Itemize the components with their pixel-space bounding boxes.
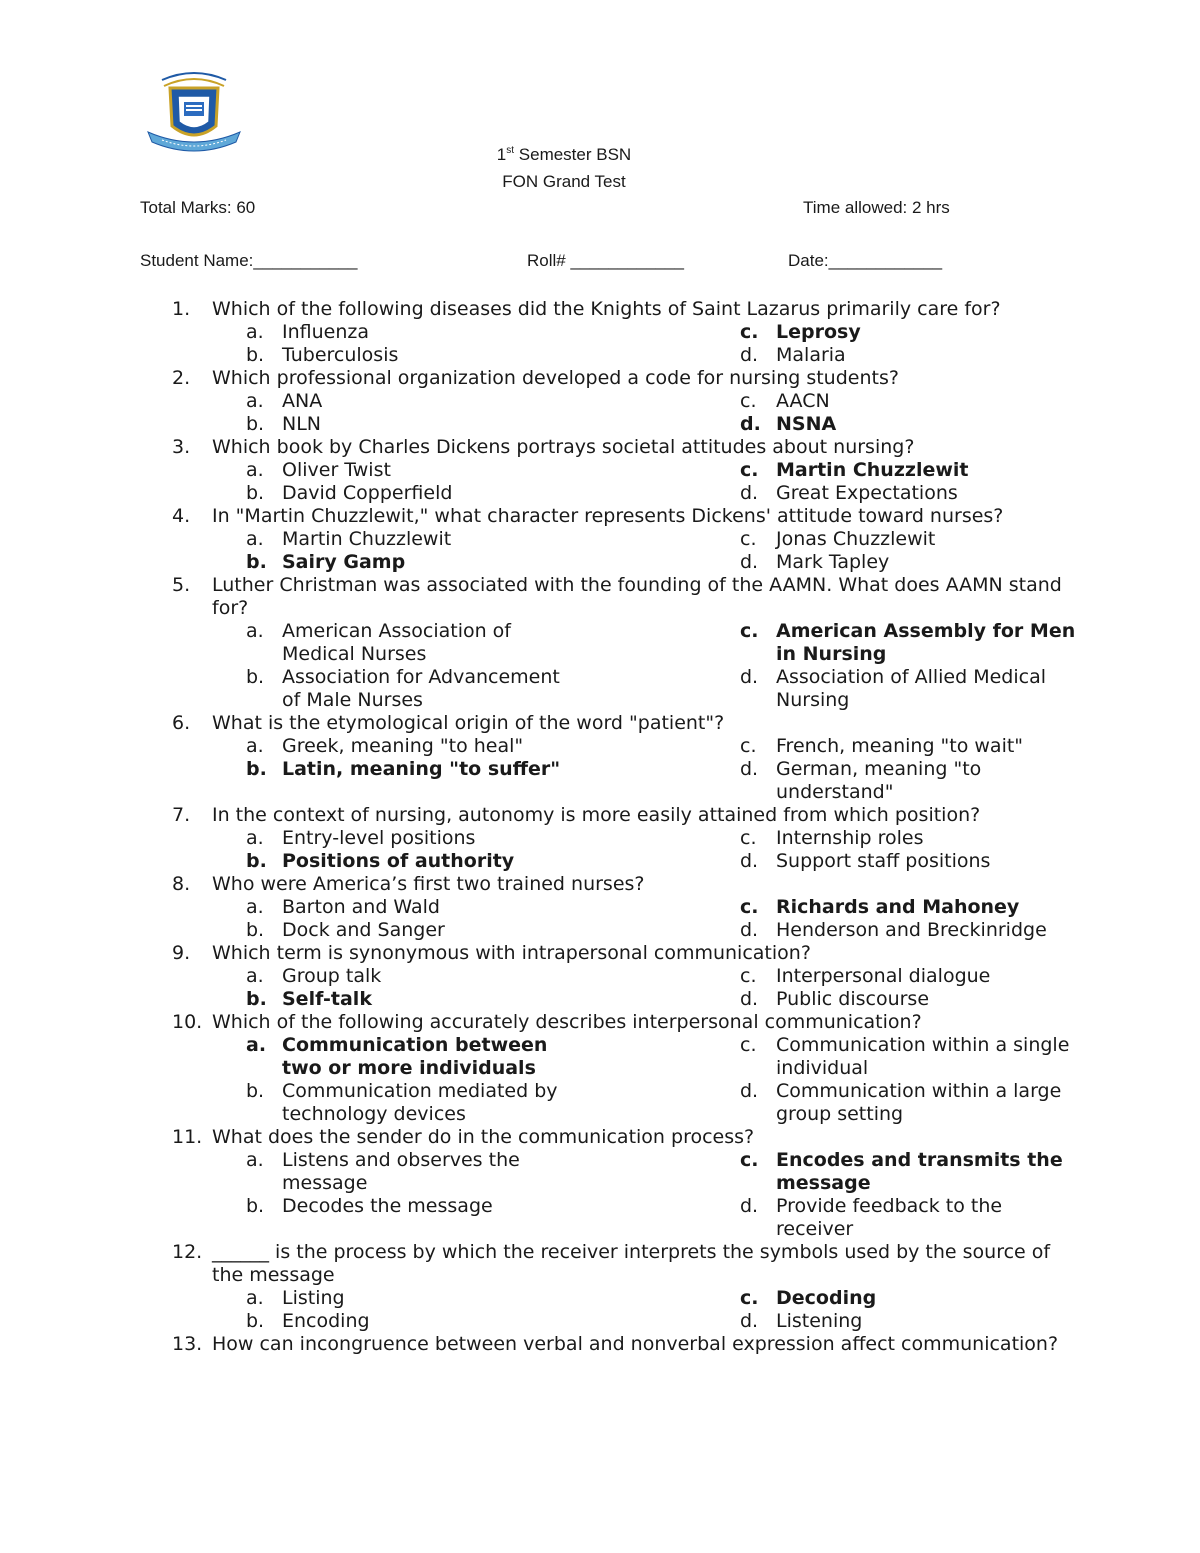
option-letter: a. [246,965,264,987]
answer-option [246,1080,740,1126]
option-grid [246,965,1200,1011]
option-text: Encoding [282,1310,370,1332]
question-number: 3. [172,436,191,458]
question-item [0,574,1200,712]
option-text: Greek, meaning "to heal" [282,735,524,757]
question-item [0,1126,1200,1241]
answer-option [246,965,740,988]
option-letter: c. [740,321,759,343]
question-number: 6. [172,712,191,734]
answer-option [740,1034,1080,1080]
answer-option [246,758,740,804]
option-letter: a. [246,390,264,412]
question-list [0,298,1200,1356]
option-text: American Assembly for Men in Nursing [776,620,1076,665]
answer-option [246,528,740,551]
option-text: American Association of Medical Nurses [282,620,511,665]
answer-option [740,390,1080,413]
question-number: 10. [172,1011,203,1033]
option-letter: d. [740,1080,759,1102]
answer-option [740,1080,1080,1126]
question-text: Who were America’s first two trained nurses? [212,873,645,895]
option-text: Dock and Sanger [282,919,445,941]
option-text: Decoding [776,1287,877,1309]
option-letter: b. [246,344,265,366]
option-text: Listens and observes the message [282,1149,520,1194]
answer-option [740,1310,1080,1333]
option-text: Support staff positions [776,850,991,872]
answer-option [740,735,1080,758]
answer-option [246,551,740,574]
option-text: Henderson and Breckinridge [776,919,1047,941]
option-text: Decodes the message [282,1195,493,1217]
option-text: Malaria [776,344,846,366]
option-letter: c. [740,528,757,550]
option-text: German, meaning "to understand" [776,758,982,803]
option-text: Great Expectations [776,482,958,504]
option-grid [246,735,1200,804]
option-letter: d. [740,919,759,941]
answer-option [246,919,740,942]
question-number: 13. [172,1333,203,1355]
option-letter: b. [246,1195,265,1217]
question-number: 11. [172,1126,203,1148]
answer-option [740,1149,1080,1195]
question-item [0,367,1200,436]
option-letter: b. [246,919,265,941]
answer-option [246,988,740,1011]
answer-option [740,758,1080,804]
answer-option [740,620,1080,666]
option-text: French, meaning "to wait" [776,735,1024,757]
option-letter: d. [740,850,759,872]
question-item [0,1333,1200,1356]
option-grid [246,620,1200,712]
question-text: What is the etymological origin of the word "patient"? [212,712,725,734]
option-letter: a. [246,620,264,642]
test-title: FON Grand Test [502,172,626,191]
question-number: 2. [172,367,191,389]
question-item [0,712,1200,804]
option-grid [246,827,1200,873]
option-text: Entry-level positions [282,827,476,849]
option-text: Encodes and transmits the message [776,1149,1063,1194]
option-letter: a. [246,321,264,343]
option-text: Communication within a large group setting [776,1080,1062,1125]
option-letter: a. [246,1034,267,1056]
option-text: Richards and Mahoney [776,896,1020,918]
question-item [0,942,1200,1011]
option-grid [246,1034,1200,1126]
option-letter: b. [246,666,265,688]
option-letter: b. [246,551,267,573]
answer-option [246,482,740,505]
option-letter: b. [246,988,267,1010]
question-text: In "Martin Chuzzlewit," what character represents Dickens' attitude toward nurses? [212,505,1004,527]
time-allowed: Time allowed: 2 hrs [803,198,950,217]
option-grid [246,321,1200,367]
roll-number-field: Roll# ____________ [527,251,684,270]
answer-option [740,896,1080,919]
question-item [0,298,1200,367]
question-text: Which book by Charles Dickens portrays societal attitudes about nursing? [212,436,915,458]
option-letter: a. [246,896,264,918]
question-text: In the context of nursing, autonomy is more easily attained from which position? [212,804,981,826]
answer-option [246,1310,740,1333]
option-letter: d. [740,482,759,504]
option-text: NLN [282,413,322,435]
option-text: Communication mediated by technology devices [282,1080,558,1125]
option-letter: d. [740,413,761,435]
option-text: Association of Allied Medical Nursing [776,666,1046,711]
question-item [0,505,1200,574]
question-number: 5. [172,574,191,596]
option-text: Provide feedback to the receiver [776,1195,1003,1240]
option-letter: c. [740,965,757,987]
option-letter: d. [740,551,759,573]
option-text: NSNA [776,413,837,435]
option-letter: b. [246,482,265,504]
answer-option [246,459,740,482]
option-letter: c. [740,1287,759,1309]
option-letter: d. [740,344,759,366]
question-text: Luther Christman was associated with the founding of the AAMN. What does AAMN stand for? [212,574,1062,619]
question-item [0,1241,1200,1333]
answer-option [246,1149,740,1195]
question-text: Which of the following diseases did the Knights of Saint Lazarus primarily care for? [212,298,1001,320]
answer-option [246,1195,740,1241]
option-text: Communication between two or more individuals [282,1034,548,1079]
option-text: Leprosy [776,321,861,343]
question-text: What does the sender do in the communication process? [212,1126,755,1148]
question-item [0,1011,1200,1126]
answer-option [740,528,1080,551]
question-number: 12. [172,1241,203,1263]
option-letter: c. [740,390,757,412]
answer-option [246,735,740,758]
answer-option [740,459,1080,482]
option-letter: c. [740,1149,759,1171]
question-number: 1. [172,298,191,320]
option-grid [246,459,1200,505]
answer-option [740,850,1080,873]
date-field: Date:____________ [788,251,943,270]
option-text: Association for Advancement of Male Nurses [282,666,560,711]
question-text: How can incongruence between verbal and nonverbal expression affect communication? [212,1333,1059,1355]
option-letter: a. [246,1149,264,1171]
option-text: Listening [776,1310,863,1332]
option-text: Oliver Twist [282,459,391,481]
option-letter: b. [246,850,267,872]
answer-option [246,413,740,436]
option-text: Group talk [282,965,382,987]
option-grid [246,528,1200,574]
option-text: Mark Tapley [776,551,890,573]
answer-option [246,896,740,919]
answer-option [246,390,740,413]
answer-option [740,321,1080,344]
option-text: Influenza [282,321,370,343]
option-letter: b. [246,413,265,435]
option-text: Latin, meaning "to suffer" [282,758,561,780]
answer-option [246,344,740,367]
option-text: Sairy Gamp [282,551,406,573]
answer-option [246,827,740,850]
answer-option [740,413,1080,436]
question-text: Which term is synonymous with intrapersonal communication? [212,942,811,964]
answer-option [246,1034,740,1080]
answer-option [740,1287,1080,1310]
option-letter: d. [740,666,759,688]
answer-option [740,965,1080,988]
option-grid [246,1287,1200,1333]
answer-option [740,666,1080,712]
option-text: Positions of authority [282,850,515,872]
option-grid [246,896,1200,942]
option-letter: c. [740,620,759,642]
question-number: 9. [172,942,191,964]
option-text: Jonas Chuzzlewit [776,528,936,550]
answer-option [740,1195,1080,1241]
option-letter: a. [246,528,264,550]
question-number: 7. [172,804,191,826]
option-text: Self-talk [282,988,372,1010]
option-letter: a. [246,735,264,757]
semester-heading: 1st Semester BSN [496,145,632,164]
question-number: 8. [172,873,191,895]
question-item [0,436,1200,505]
answer-option [740,482,1080,505]
total-marks: Total Marks: 60 [140,198,256,217]
answer-option [246,321,740,344]
question-number: 4. [172,505,191,527]
option-letter: d. [740,988,759,1010]
option-letter: b. [246,758,267,780]
option-text: Barton and Wald [282,896,440,918]
option-letter: a. [246,827,264,849]
option-letter: c. [740,459,759,481]
option-text: Martin Chuzzlewit [776,459,969,481]
option-text: Interpersonal dialogue [776,965,991,987]
answer-option [246,1287,740,1310]
student-name-field: Student Name:___________ [140,251,358,270]
question-text: ______ is the process by which the receiver interprets the symbols used by the source of the message [212,1241,1051,1286]
option-letter: b. [246,1310,265,1332]
option-text: Communication within a single individual [776,1034,1070,1079]
option-grid [246,390,1200,436]
answer-option [740,827,1080,850]
option-text: Public discourse [776,988,930,1010]
option-letter: d. [740,1310,759,1332]
option-letter: c. [740,827,757,849]
answer-option [246,620,740,666]
answer-option [740,919,1080,942]
option-text: AACN [776,390,830,412]
question-text: Which professional organization developed a code for nursing students? [212,367,899,389]
answer-option [740,551,1080,574]
option-letter: c. [740,1034,757,1056]
answer-option [740,988,1080,1011]
option-letter: c. [740,735,757,757]
option-letter: a. [246,1287,264,1309]
option-letter: a. [246,459,264,481]
option-text: Tuberculosis [282,344,399,366]
option-text: David Copperfield [282,482,453,504]
option-letter: b. [246,1080,265,1102]
answer-option [246,666,740,712]
answer-option [246,850,740,873]
option-letter: d. [740,758,759,780]
option-text: Internship roles [776,827,924,849]
answer-option [740,344,1080,367]
question-item [0,873,1200,942]
question-item [0,804,1200,873]
option-letter: d. [740,1195,759,1217]
option-text: ANA [282,390,323,412]
option-text: Martin Chuzzlewit [282,528,452,550]
option-grid [246,1149,1200,1241]
question-text: Which of the following accurately describes interpersonal communication? [212,1011,922,1033]
option-letter: c. [740,896,759,918]
option-text: Listing [282,1287,345,1309]
